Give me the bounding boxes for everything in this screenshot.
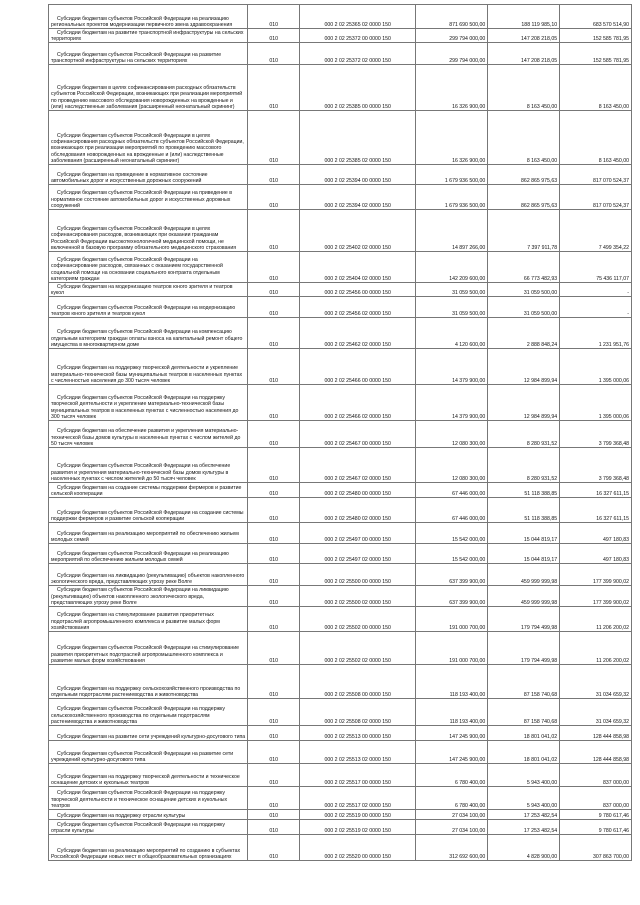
row-executed-cell: 862 865 975,63 <box>488 165 560 185</box>
row-executed-cell: 179 794 499,98 <box>488 632 560 665</box>
row-name-cell: Субсидии бюджетам субъектов Российской Федерации на поддержку сельскохозяйственного производства по отдельным подотраслям растениеводства и животноводства <box>49 699 248 726</box>
row-unexecuted-cell: 817 070 524,37 <box>560 165 632 185</box>
table-row <box>49 523 632 544</box>
row-name-cell: Субсидии бюджетам на обеспечение развития и укрепления материально-технической базы домов культуры в населенных пунктах с числом жителей до 50 тысяч человек <box>49 421 248 448</box>
row-unexecuted-cell: - <box>560 283 632 297</box>
row-unexecuted-cell: 497 180,83 <box>560 523 632 544</box>
row-unexecuted-cell: 16 327 611,15 <box>560 498 632 523</box>
row-kbk-code-cell: 000 2 02 25517 00 0000 150 <box>300 764 416 787</box>
table-row <box>49 586 632 607</box>
row-name-cell: Субсидии бюджетам субъектов Российской Федерации в целях софинансирования расходов, возникающих при оказании гражданам Российской Федерации высокотехнологичной медицинской помощи, не включенной в базовую программу обязательного медицинского страхования <box>49 210 248 252</box>
row-unexecuted-cell: 152 585 781,95 <box>560 43 632 65</box>
row-executed-cell: 66 773 482,93 <box>488 252 560 283</box>
row-approved-cell: 31 059 500,00 <box>416 283 488 297</box>
row-executed-cell: 2 888 848,24 <box>488 318 560 349</box>
row-name-cell: Субсидии бюджетам на поддержку сельскохозяйственного производства по отдельным подотраслям растениеводства и животноводства <box>49 665 248 699</box>
row-kbk-code-cell: 000 2 02 25513 00 0000 150 <box>300 726 416 741</box>
row-name-cell: Субсидии бюджетам субъектов Российской Федерации на поддержку творческой деятельности и укрепление материально-технической базы муниципальных театров в населенных пунктах с численностью населения до 300 тысяч человек <box>49 385 248 421</box>
row-line-code-cell: 010 <box>248 498 300 523</box>
row-executed-cell: 17 253 482,54 <box>488 820 560 835</box>
row-name-cell: Субсидии бюджетам на поддержку отрасли культуры <box>49 810 248 820</box>
row-executed-cell: 179 794 499,98 <box>488 607 560 632</box>
row-approved-cell: 12 080 300,00 <box>416 421 488 448</box>
row-line-code-cell: 010 <box>248 252 300 283</box>
row-unexecuted-cell: 3 799 368,48 <box>560 448 632 483</box>
table-row <box>49 283 632 297</box>
row-kbk-code-cell: 000 2 02 25394 00 0000 150 <box>300 165 416 185</box>
table-row <box>49 498 632 523</box>
row-line-code-cell: 010 <box>248 607 300 632</box>
table-row <box>49 252 632 283</box>
table-row <box>49 29 632 43</box>
table-row <box>49 65 632 111</box>
row-approved-cell: 191 000 700,00 <box>416 632 488 665</box>
table-row <box>49 185 632 210</box>
row-line-code-cell: 010 <box>248 632 300 665</box>
row-name-cell: Субсидии бюджетам субъектов Российской Федерации на создание системы поддержки фермеров и развитие сельской кооперации <box>49 498 248 523</box>
row-line-code-cell: 010 <box>248 810 300 820</box>
row-kbk-code-cell: 000 2 02 25462 02 0000 150 <box>300 318 416 349</box>
row-kbk-code-cell: 000 2 02 25519 02 0000 150 <box>300 820 416 835</box>
row-approved-cell: 15 542 000,00 <box>416 523 488 544</box>
table-row <box>49 810 632 820</box>
row-name-cell: Субсидии бюджетам субъектов Российской Федерации на софинансирование расходов, связанных с оказанием государственной социальной помощи на основании социального контракта отдельным категориям граждан <box>49 252 248 283</box>
row-approved-cell: 27 034 100,00 <box>416 820 488 835</box>
row-executed-cell: 51 118 388,85 <box>488 483 560 498</box>
table-row <box>49 544 632 564</box>
row-kbk-code-cell: 000 2 02 25385 02 0000 150 <box>300 111 416 165</box>
row-approved-cell: 637 399 900,00 <box>416 586 488 607</box>
row-approved-cell: 191 000 700,00 <box>416 607 488 632</box>
row-approved-cell: 871 690 500,00 <box>416 5 488 29</box>
row-unexecuted-cell: 31 034 659,32 <box>560 699 632 726</box>
row-kbk-code-cell: 000 2 02 25500 02 0000 150 <box>300 586 416 607</box>
row-unexecuted-cell: 683 570 514,90 <box>560 5 632 29</box>
row-approved-cell: 14 897 266,00 <box>416 210 488 252</box>
row-approved-cell: 147 245 900,00 <box>416 726 488 741</box>
row-approved-cell: 299 794 000,00 <box>416 29 488 43</box>
table-row <box>49 483 632 498</box>
table-row <box>49 210 632 252</box>
row-executed-cell: 8 280 931,52 <box>488 448 560 483</box>
row-name-cell: Субсидии бюджетам субъектов Российской Федерации на ликвидацию (рекультивацию) объектов накопленного экологического вреда, представляющих угрозу реке Волге <box>49 586 248 607</box>
row-executed-cell: 8 280 931,52 <box>488 421 560 448</box>
row-line-code-cell: 010 <box>248 564 300 586</box>
table-row <box>49 165 632 185</box>
row-name-cell: Субсидии бюджетам субъектов Российской Федерации на развитие сети учреждений культурно-досугового типа <box>49 741 248 764</box>
row-line-code-cell: 010 <box>248 283 300 297</box>
table-row <box>49 632 632 665</box>
row-unexecuted-cell: 8 163 450,00 <box>560 65 632 111</box>
table-row <box>49 349 632 385</box>
row-executed-cell: 188 119 985,10 <box>488 5 560 29</box>
row-line-code-cell: 010 <box>248 787 300 810</box>
row-executed-cell: 31 059 500,00 <box>488 283 560 297</box>
row-unexecuted-cell: 152 585 781,95 <box>560 29 632 43</box>
row-approved-cell: 147 245 900,00 <box>416 741 488 764</box>
row-line-code-cell: 010 <box>248 820 300 835</box>
row-kbk-code-cell: 000 2 02 25456 00 0000 150 <box>300 283 416 297</box>
row-line-code-cell: 010 <box>248 544 300 564</box>
table-row <box>49 297 632 318</box>
row-unexecuted-cell: 128 444 858,98 <box>560 726 632 741</box>
row-kbk-code-cell: 000 2 02 25402 02 0000 150 <box>300 210 416 252</box>
row-unexecuted-cell: - <box>560 297 632 318</box>
row-executed-cell: 12 984 899,94 <box>488 349 560 385</box>
row-line-code-cell: 010 <box>248 699 300 726</box>
row-name-cell: Субсидии бюджетам в целях софинансирования расходных обязательств субъектов Российской Федерации, возникающих при реализации мероприятий по проведению массового обследования новорожденных на врожденные и (или) наследственные заболевания (расширенный неонатальный скрининг) <box>49 65 248 111</box>
row-line-code-cell: 010 <box>248 835 300 861</box>
row-executed-cell: 459 999 999,98 <box>488 586 560 607</box>
table-row <box>49 111 632 165</box>
row-unexecuted-cell: 9 780 617,46 <box>560 820 632 835</box>
row-kbk-code-cell: 000 2 02 25517 02 0000 150 <box>300 787 416 810</box>
row-line-code-cell: 010 <box>248 764 300 787</box>
row-approved-cell: 312 692 600,00 <box>416 835 488 861</box>
row-kbk-code-cell: 000 2 02 25456 02 0000 150 <box>300 297 416 318</box>
row-line-code-cell: 010 <box>248 483 300 498</box>
row-kbk-code-cell: 000 2 02 25480 00 0000 150 <box>300 483 416 498</box>
row-kbk-code-cell: 000 2 02 25372 02 0000 150 <box>300 43 416 65</box>
row-approved-cell: 637 399 900,00 <box>416 564 488 586</box>
row-unexecuted-cell: 177 399 900,02 <box>560 564 632 586</box>
row-unexecuted-cell: 307 863 700,00 <box>560 835 632 861</box>
row-approved-cell: 142 209 600,00 <box>416 252 488 283</box>
row-kbk-code-cell: 000 2 02 25502 00 0000 150 <box>300 607 416 632</box>
row-approved-cell: 16 326 900,00 <box>416 65 488 111</box>
row-name-cell: Субсидии бюджетам на развитие сети учреждений культурно-досугового типа <box>49 726 248 741</box>
row-unexecuted-cell: 128 444 858,98 <box>560 741 632 764</box>
row-approved-cell: 67 446 000,00 <box>416 483 488 498</box>
row-unexecuted-cell: 31 034 659,32 <box>560 665 632 699</box>
row-kbk-code-cell: 000 2 02 25467 00 0000 150 <box>300 421 416 448</box>
row-name-cell: Субсидии бюджетам на стимулирование развития приоритетных подотраслей агропромышленного комплекса и развитие малых форм хозяйствования <box>49 607 248 632</box>
row-kbk-code-cell: 000 2 02 25513 02 0000 150 <box>300 741 416 764</box>
row-executed-cell: 459 999 999,98 <box>488 564 560 586</box>
row-kbk-code-cell: 000 2 02 25466 02 0000 150 <box>300 385 416 421</box>
table-row <box>49 448 632 483</box>
row-approved-cell: 67 446 000,00 <box>416 498 488 523</box>
row-kbk-code-cell: 000 2 02 25365 02 0000 150 <box>300 5 416 29</box>
table-row <box>49 764 632 787</box>
row-line-code-cell: 010 <box>248 43 300 65</box>
row-line-code-cell: 010 <box>248 111 300 165</box>
row-line-code-cell: 010 <box>248 349 300 385</box>
row-approved-cell: 299 794 000,00 <box>416 43 488 65</box>
table-row <box>49 421 632 448</box>
row-line-code-cell: 010 <box>248 65 300 111</box>
row-line-code-cell: 010 <box>248 586 300 607</box>
row-name-cell: Субсидии бюджетам субъектов Российской Федерации на реализацию региональных проектов модернизации первичного звена здравоохранения <box>49 5 248 29</box>
row-approved-cell: 6 780 400,00 <box>416 787 488 810</box>
row-line-code-cell: 010 <box>248 5 300 29</box>
row-approved-cell: 27 034 100,00 <box>416 810 488 820</box>
row-executed-cell: 4 828 900,00 <box>488 835 560 861</box>
row-unexecuted-cell: 1 395 000,06 <box>560 385 632 421</box>
row-unexecuted-cell: 8 163 450,00 <box>560 111 632 165</box>
row-line-code-cell: 010 <box>248 448 300 483</box>
row-kbk-code-cell: 000 2 02 25508 00 0000 150 <box>300 665 416 699</box>
row-executed-cell: 5 943 400,00 <box>488 764 560 787</box>
row-kbk-code-cell: 000 2 02 25519 00 0000 150 <box>300 810 416 820</box>
row-executed-cell: 7 397 911,78 <box>488 210 560 252</box>
row-executed-cell: 18 801 041,02 <box>488 726 560 741</box>
row-kbk-code-cell: 000 2 02 25497 02 0000 150 <box>300 544 416 564</box>
row-approved-cell: 16 326 900,00 <box>416 111 488 165</box>
row-kbk-code-cell: 000 2 02 25385 00 0000 150 <box>300 65 416 111</box>
table-row <box>49 741 632 764</box>
row-executed-cell: 147 208 218,05 <box>488 29 560 43</box>
row-approved-cell: 118 193 400,00 <box>416 665 488 699</box>
row-line-code-cell: 010 <box>248 421 300 448</box>
row-unexecuted-cell: 1 231 951,76 <box>560 318 632 349</box>
row-unexecuted-cell: 11 206 200,02 <box>560 607 632 632</box>
row-line-code-cell: 010 <box>248 665 300 699</box>
table-row <box>49 43 632 65</box>
row-line-code-cell: 010 <box>248 185 300 210</box>
row-kbk-code-cell: 000 2 02 25467 02 0000 150 <box>300 448 416 483</box>
row-name-cell: Субсидии бюджетам на поддержку творческой деятельности и техническое оснащение детских и кукольных театров <box>49 764 248 787</box>
table-row <box>49 665 632 699</box>
row-approved-cell: 118 193 400,00 <box>416 699 488 726</box>
row-executed-cell: 87 158 740,68 <box>488 699 560 726</box>
table-row <box>49 835 632 861</box>
row-name-cell: Субсидии бюджетам на модернизацию театров юного зрителя и театров кукол <box>49 283 248 297</box>
row-line-code-cell: 010 <box>248 210 300 252</box>
row-executed-cell: 12 984 899,94 <box>488 385 560 421</box>
row-name-cell: Субсидии бюджетам на создание системы поддержки фермеров и развитие сельской кооперации <box>49 483 248 498</box>
row-name-cell: Субсидии бюджетам субъектов Российской Федерации в целях софинансирования расходных обязательств субъектов Российской Федерации, возникающих при реализации мероприятий по проведению массового обследования новорожденных на врожденные и (или) наследственные заболевания (расширенный неонатальный скрининг) <box>49 111 248 165</box>
row-name-cell: Субсидии бюджетам на реализацию мероприятий по созданию в субъектах Российской Федерации новых мест в общеобразовательных организациях <box>49 835 248 861</box>
row-unexecuted-cell: 817 070 524,37 <box>560 185 632 210</box>
row-unexecuted-cell: 75 436 117,07 <box>560 252 632 283</box>
row-name-cell: Субсидии бюджетам на ликвидацию (рекультивацию) объектов накопленного экологического вреда, представляющих угрозу реке Волге <box>49 564 248 586</box>
budget-income-table <box>48 4 632 861</box>
row-kbk-code-cell: 000 2 02 25497 00 0000 150 <box>300 523 416 544</box>
table-body <box>49 5 632 861</box>
row-name-cell: Субсидии бюджетам субъектов Российской Федерации на модернизацию театров юного зрителя и театров кукол <box>49 297 248 318</box>
row-kbk-code-cell: 000 2 02 25520 00 0000 150 <box>300 835 416 861</box>
report-page <box>48 4 632 861</box>
row-executed-cell: 862 865 975,63 <box>488 185 560 210</box>
row-line-code-cell: 010 <box>248 385 300 421</box>
row-unexecuted-cell: 177 399 900,02 <box>560 586 632 607</box>
row-unexecuted-cell: 7 499 354,22 <box>560 210 632 252</box>
row-approved-cell: 1 679 936 500,00 <box>416 165 488 185</box>
row-approved-cell: 15 542 000,00 <box>416 544 488 564</box>
row-kbk-code-cell: 000 2 02 25404 02 0000 150 <box>300 252 416 283</box>
row-unexecuted-cell: 837 000,00 <box>560 764 632 787</box>
row-approved-cell: 12 080 300,00 <box>416 448 488 483</box>
row-executed-cell: 8 163 450,00 <box>488 111 560 165</box>
row-kbk-code-cell: 000 2 02 25480 02 0000 150 <box>300 498 416 523</box>
row-name-cell: Субсидии бюджетам на реализацию мероприятий по обеспечению жильем молодых семей <box>49 523 248 544</box>
row-executed-cell: 5 943 400,00 <box>488 787 560 810</box>
row-executed-cell: 15 044 819,17 <box>488 523 560 544</box>
row-unexecuted-cell: 837 000,00 <box>560 787 632 810</box>
row-approved-cell: 14 379 900,00 <box>416 385 488 421</box>
row-name-cell: Субсидии бюджетам на развитие транспортной инфраструктуры на сельских территориях <box>49 29 248 43</box>
row-name-cell: Субсидии бюджетам субъектов Российской Федерации на развитие транспортной инфраструктуры на сельских территориях <box>49 43 248 65</box>
row-name-cell: Субсидии бюджетам на поддержку творческой деятельности и укрепление материально-технической базы муниципальных театров в населенных пунктах с численностью населения до 300 тысяч человек <box>49 349 248 385</box>
row-approved-cell: 31 059 500,00 <box>416 297 488 318</box>
row-unexecuted-cell: 497 180,83 <box>560 544 632 564</box>
row-line-code-cell: 010 <box>248 741 300 764</box>
row-unexecuted-cell: 9 780 617,46 <box>560 810 632 820</box>
row-line-code-cell: 010 <box>248 523 300 544</box>
row-name-cell: Субсидии бюджетам субъектов Российской Федерации на обеспечение развития и укрепления материально-технической базы домов культуры в населенных пунктах с числом жителей до 50 тысяч человек <box>49 448 248 483</box>
table-row <box>49 318 632 349</box>
row-kbk-code-cell: 000 2 02 25394 02 0000 150 <box>300 185 416 210</box>
row-executed-cell: 15 044 819,17 <box>488 544 560 564</box>
row-name-cell: Субсидии бюджетам субъектов Российской Федерации на поддержку отрасли культуры <box>49 820 248 835</box>
row-line-code-cell: 010 <box>248 297 300 318</box>
row-executed-cell: 51 118 388,85 <box>488 498 560 523</box>
row-executed-cell: 31 059 500,00 <box>488 297 560 318</box>
row-name-cell: Субсидии бюджетам субъектов Российской Федерации на стимулирование развития приоритетных подотраслей агропромышленного комплекса и развитие малых форм хозяйствования <box>49 632 248 665</box>
row-name-cell: Субсидии бюджетам субъектов Российской Федерации на приведение в нормативное состояние автомобильных дорог и искусственных дорожных сооружений <box>49 185 248 210</box>
table-row <box>49 5 632 29</box>
row-approved-cell: 4 120 600,00 <box>416 318 488 349</box>
row-approved-cell: 6 780 400,00 <box>416 764 488 787</box>
table-row <box>49 607 632 632</box>
row-name-cell: Субсидии бюджетам субъектов Российской Федерации на поддержку творческой деятельности и техническое оснащение детских и кукольных театров <box>49 787 248 810</box>
table-row <box>49 787 632 810</box>
row-name-cell: Субсидии бюджетам на приведение в нормативное состояние автомобильных дорог и искусственных дорожных сооружений <box>49 165 248 185</box>
row-unexecuted-cell: 3 799 368,48 <box>560 421 632 448</box>
row-kbk-code-cell: 000 2 02 25508 02 0000 150 <box>300 699 416 726</box>
row-approved-cell: 1 679 936 500,00 <box>416 185 488 210</box>
row-approved-cell: 14 379 900,00 <box>416 349 488 385</box>
table-row <box>49 564 632 586</box>
row-executed-cell: 18 801 041,02 <box>488 741 560 764</box>
row-unexecuted-cell: 1 395 000,06 <box>560 349 632 385</box>
table-row <box>49 385 632 421</box>
row-line-code-cell: 010 <box>248 165 300 185</box>
row-name-cell: Субсидии бюджетам субъектов Российской Федерации на реализацию мероприятий по обеспечению жильем молодых семей <box>49 544 248 564</box>
row-executed-cell: 8 163 450,00 <box>488 65 560 111</box>
row-unexecuted-cell: 16 327 611,15 <box>560 483 632 498</box>
row-executed-cell: 87 158 740,68 <box>488 665 560 699</box>
row-line-code-cell: 010 <box>248 29 300 43</box>
row-executed-cell: 147 208 218,05 <box>488 43 560 65</box>
row-kbk-code-cell: 000 2 02 25466 00 0000 150 <box>300 349 416 385</box>
row-unexecuted-cell: 11 206 200,02 <box>560 632 632 665</box>
row-kbk-code-cell: 000 2 02 25500 00 0000 150 <box>300 564 416 586</box>
row-line-code-cell: 010 <box>248 726 300 741</box>
table-row <box>49 726 632 741</box>
row-executed-cell: 17 253 482,54 <box>488 810 560 820</box>
table-row <box>49 820 632 835</box>
row-line-code-cell: 010 <box>248 318 300 349</box>
table-row <box>49 699 632 726</box>
row-name-cell: Субсидии бюджетам субъектов Российской Федерации на компенсацию отдельным категориям граждан оплаты взноса на капитальный ремонт общего имущества в многоквартирном доме <box>49 318 248 349</box>
row-kbk-code-cell: 000 2 02 25372 00 0000 150 <box>300 29 416 43</box>
row-kbk-code-cell: 000 2 02 25502 02 0000 150 <box>300 632 416 665</box>
